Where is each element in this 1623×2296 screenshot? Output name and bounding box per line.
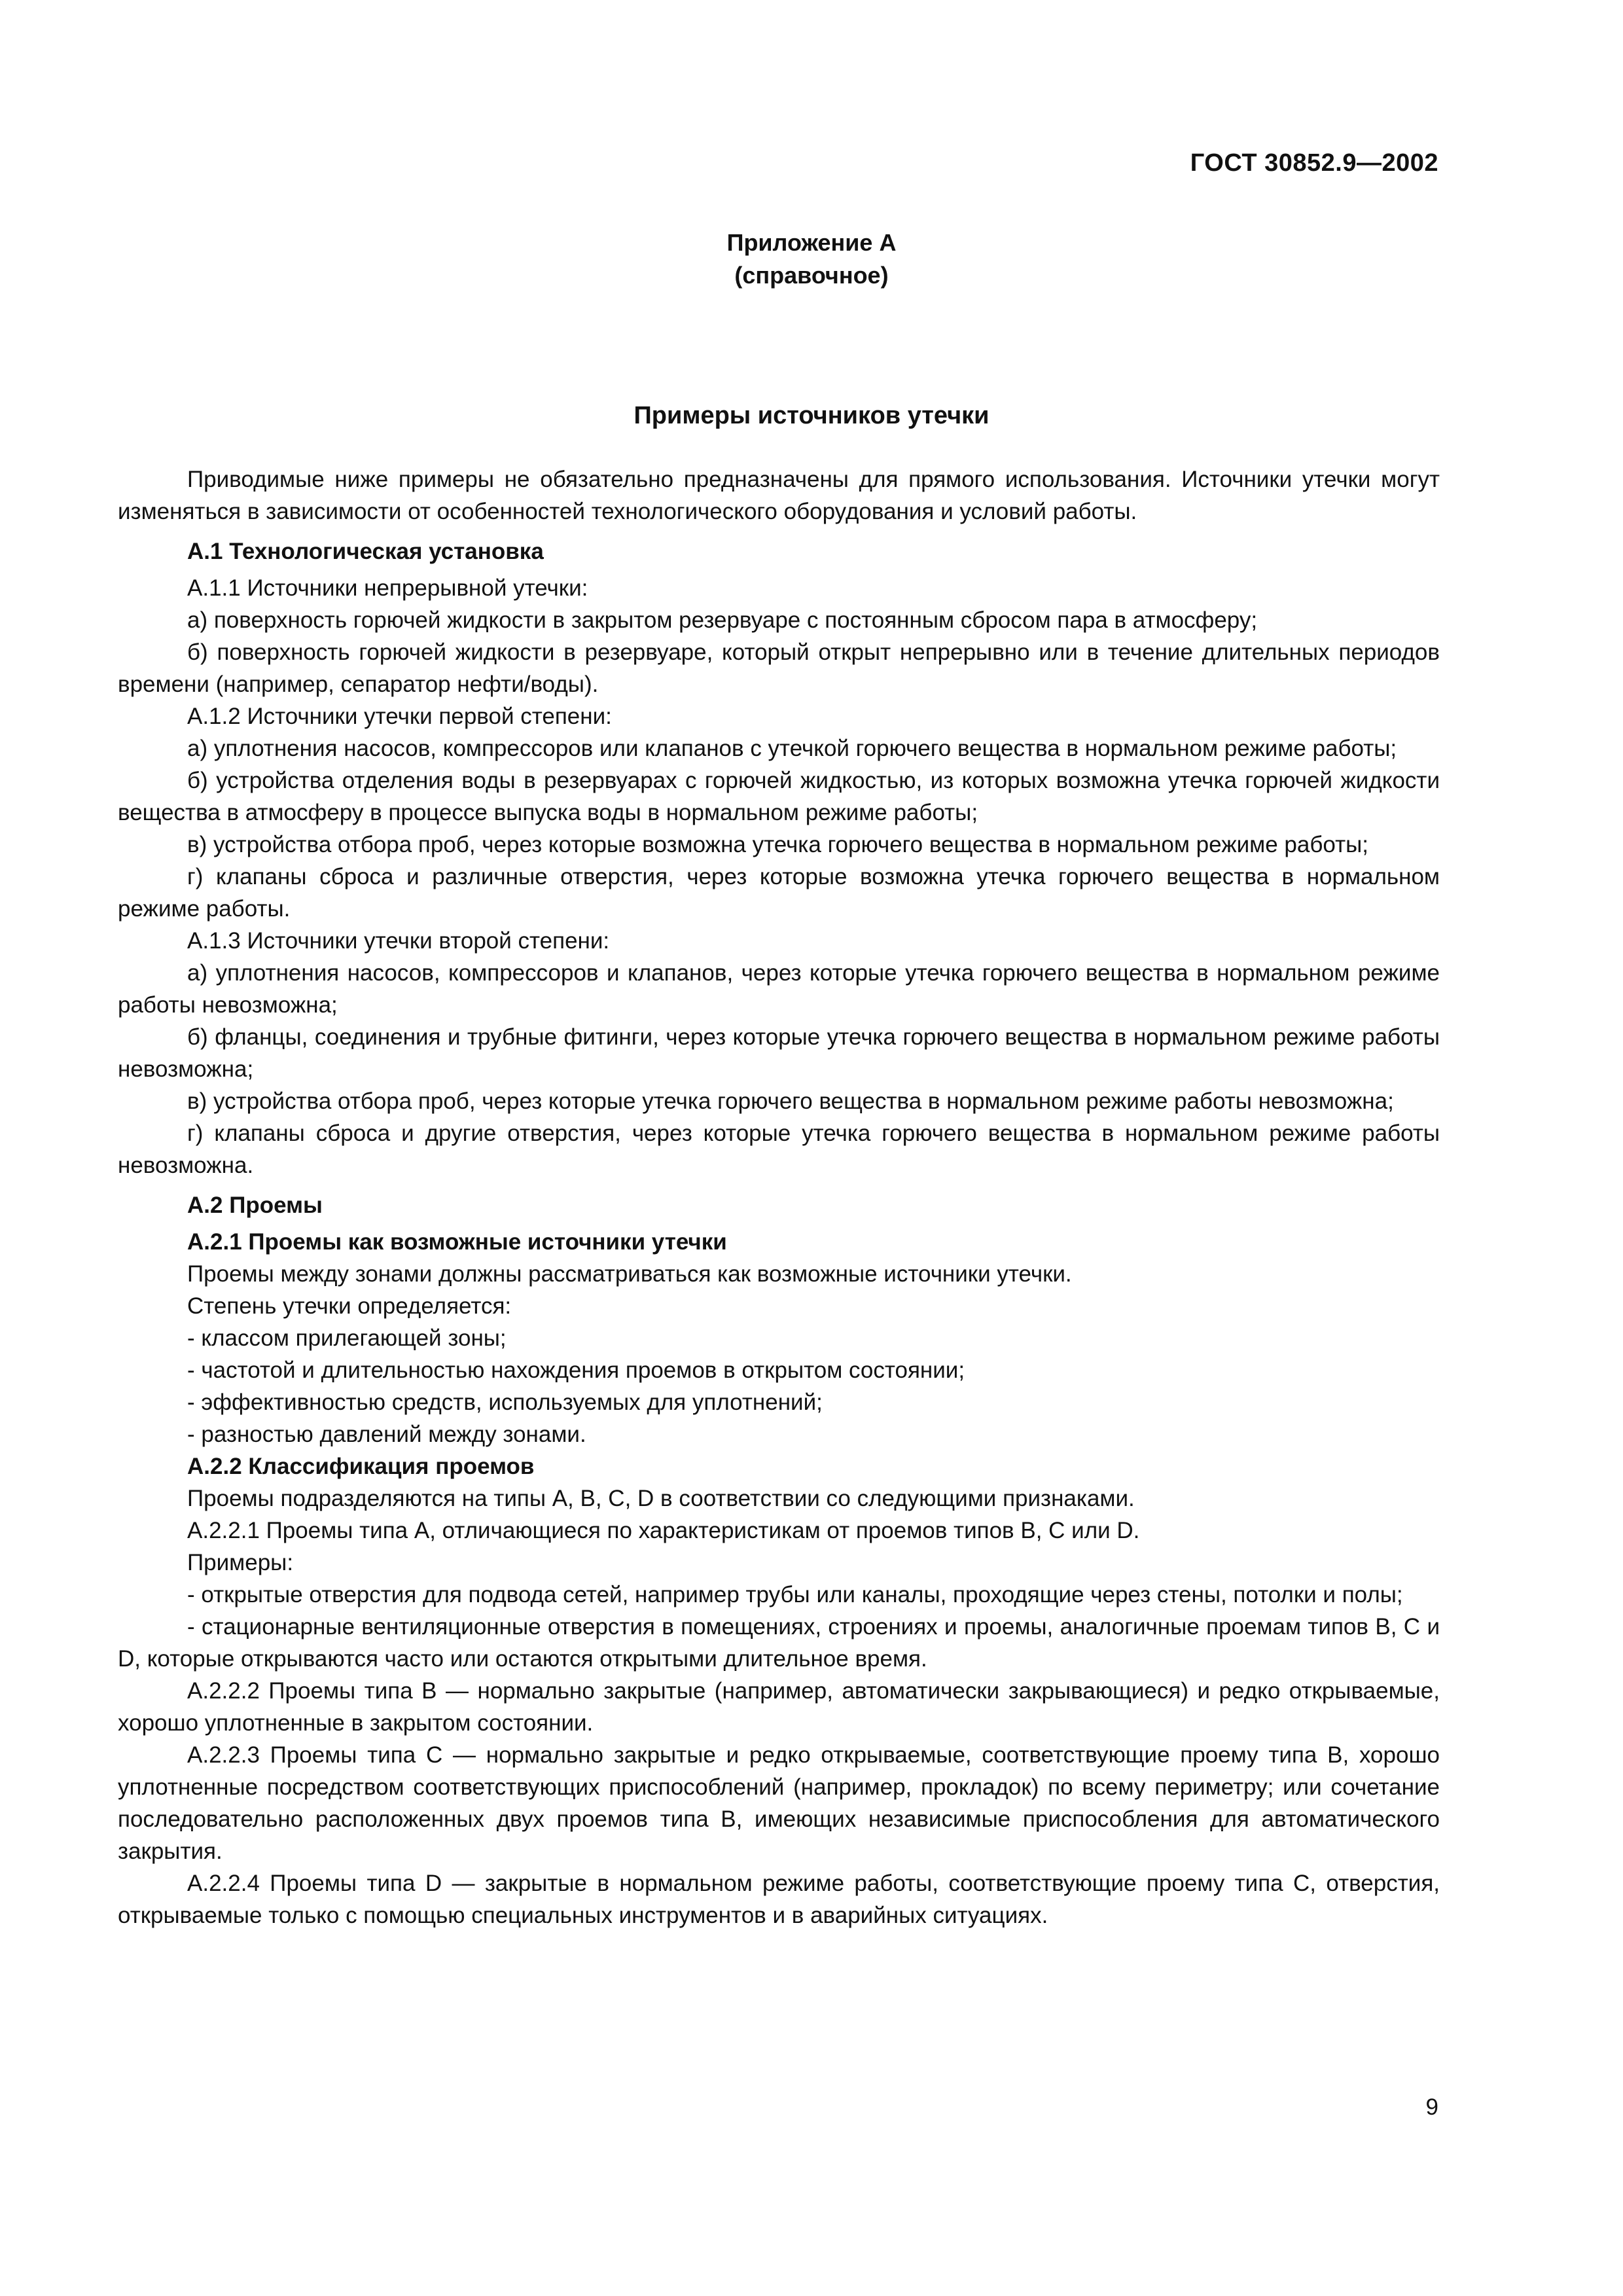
paragraph-a223: А.2.2.3 Проемы типа С — нормально закрытые и редко открываемые, соответствующие проему типа В, хорошо уплотненные посредством соответствующих приспособлений (например, прокладок) по всему периметру; или сочетание последовательно расположенных двух проемов типа В, имеющих независимые приспособления для автоматического закрытия.: [118, 1742, 1440, 1864]
paragraph: Проемы между зонами должны рассматриваться как возможные источники утечки.: [187, 1261, 1072, 1287]
list-item: - классом прилегающей зоны;: [187, 1325, 507, 1351]
list-item: б) поверхность горючей жидкости в резервуаре, который открыт непрерывно или в течение длительных периодов времени (например, сепаратор нефти/воды).: [118, 639, 1440, 697]
paragraph-a221: А.2.2.1 Проемы типа А, отличающиеся по характеристикам от проемов типов В, С или D.: [187, 1518, 1140, 1543]
list-item: - эффективностью средств, используемых для уплотнений;: [187, 1390, 823, 1415]
paragraph-a13: А.1.3 Источники утечки второй степени:: [187, 928, 610, 954]
list-item: г) клапаны сброса и различные отверстия, через которые возможна утечка горючего вещества в нормальном режиме работы.: [118, 864, 1440, 922]
annex-label: [0, 226, 1623, 292]
list-item: - разностью давлений между зонами.: [187, 1422, 586, 1447]
list-item: б) устройства отделения воды в резервуарах с горючей жидкостью, из которых возможна утечка горючей жидкости вещества в атмосферу в процессе выпуска воды в нормальном режиме работы;: [118, 768, 1440, 825]
paragraph: Степень утечки определяется:: [187, 1293, 512, 1319]
list-item: а) уплотнения насосов, компрессоров или клапанов с утечкой горючего вещества в нормальном режиме работы;: [187, 736, 1397, 761]
paragraph-a222: А.2.2.2 Проемы типа В — нормально закрытые (например, автоматически закрывающиеся) и редко открываемые, хорошо уплотненные в закрытом состоянии.: [118, 1678, 1440, 1736]
paragraph-a12: А.1.2 Источники утечки первой степени:: [187, 704, 612, 729]
list-item: а) поверхность горючей жидкости в закрытом резервуаре с постоянным сбросом пара в атмосферу;: [187, 607, 1258, 633]
list-item: - стационарные вентиляционные отверстия в помещениях, строениях и проемы, аналогичные проемам типов В, С и D, которые открываются часто или остаются открытыми длительное время.: [118, 1614, 1440, 1672]
list-item: в) устройства отбора проб, через которые утечка горючего вещества в нормальном режиме работы невозможна;: [187, 1088, 1394, 1114]
page-number: 9: [1425, 2094, 1438, 2120]
section-heading-a1: А.1 Технологическая установка: [187, 539, 544, 564]
list-item: г) клапаны сброса и другие отверстия, через которые утечка горючего вещества в нормальном режиме работы невозможна.: [118, 1121, 1440, 1178]
paragraph-a224: А.2.2.4 Проемы типа D — закрытые в нормальном режиме работы, соответствующие проему типа С, отверстия, открываемые только с помощью специальных инструментов и в аварийных ситуациях.: [118, 1871, 1440, 1928]
list-item: - частотой и длительностью нахождения проемов в открытом состоянии;: [187, 1357, 965, 1383]
annex-title: Приложение А: [726, 229, 897, 256]
subsection-heading-a21: А.2.1 Проемы как возможные источники утечки: [187, 1229, 727, 1255]
page-title: Примеры источников утечки: [633, 402, 990, 429]
paragraph: Примеры:: [187, 1550, 294, 1575]
list-item: а) уплотнения насосов, компрессоров и клапанов, через которые утечка горючего вещества в нормальном режиме работы невозможна;: [118, 960, 1440, 1018]
section-heading-a2: А.2 Проемы: [187, 1193, 323, 1218]
paragraph-a11: А.1.1 Источники непрерывной утечки:: [187, 575, 588, 601]
paragraph: Проемы подразделяются на типы А, В, С, D в соответствии со следующими признаками.: [187, 1486, 1135, 1511]
subsection-heading-a22: А.2.2 Классификация проемов: [187, 1454, 535, 1479]
annex-type: (справочное): [734, 262, 889, 289]
list-item: б) фланцы, соединения и трубные фитинги, через которые утечка горючего вещества в нормальном режиме работы невозможна;: [118, 1024, 1440, 1082]
list-item: в) устройства отбора проб, через которые возможна утечка горючего вещества в нормальном режиме работы;: [187, 832, 1368, 857]
document-body: [118, 463, 1440, 1931]
intro-paragraph: Приводимые ниже примеры не обязательно предназначены для прямого использования. Источники утечки могут изменяться в зависимости от особенностей технологического оборудования и условий работы.: [118, 467, 1440, 524]
list-item: - открытые отверстия для подвода сетей, например трубы или каналы, проходящие через стены, потолки и полы;: [187, 1582, 1403, 1607]
standard-code: ГОСТ 30852.9—2002: [1190, 149, 1438, 177]
